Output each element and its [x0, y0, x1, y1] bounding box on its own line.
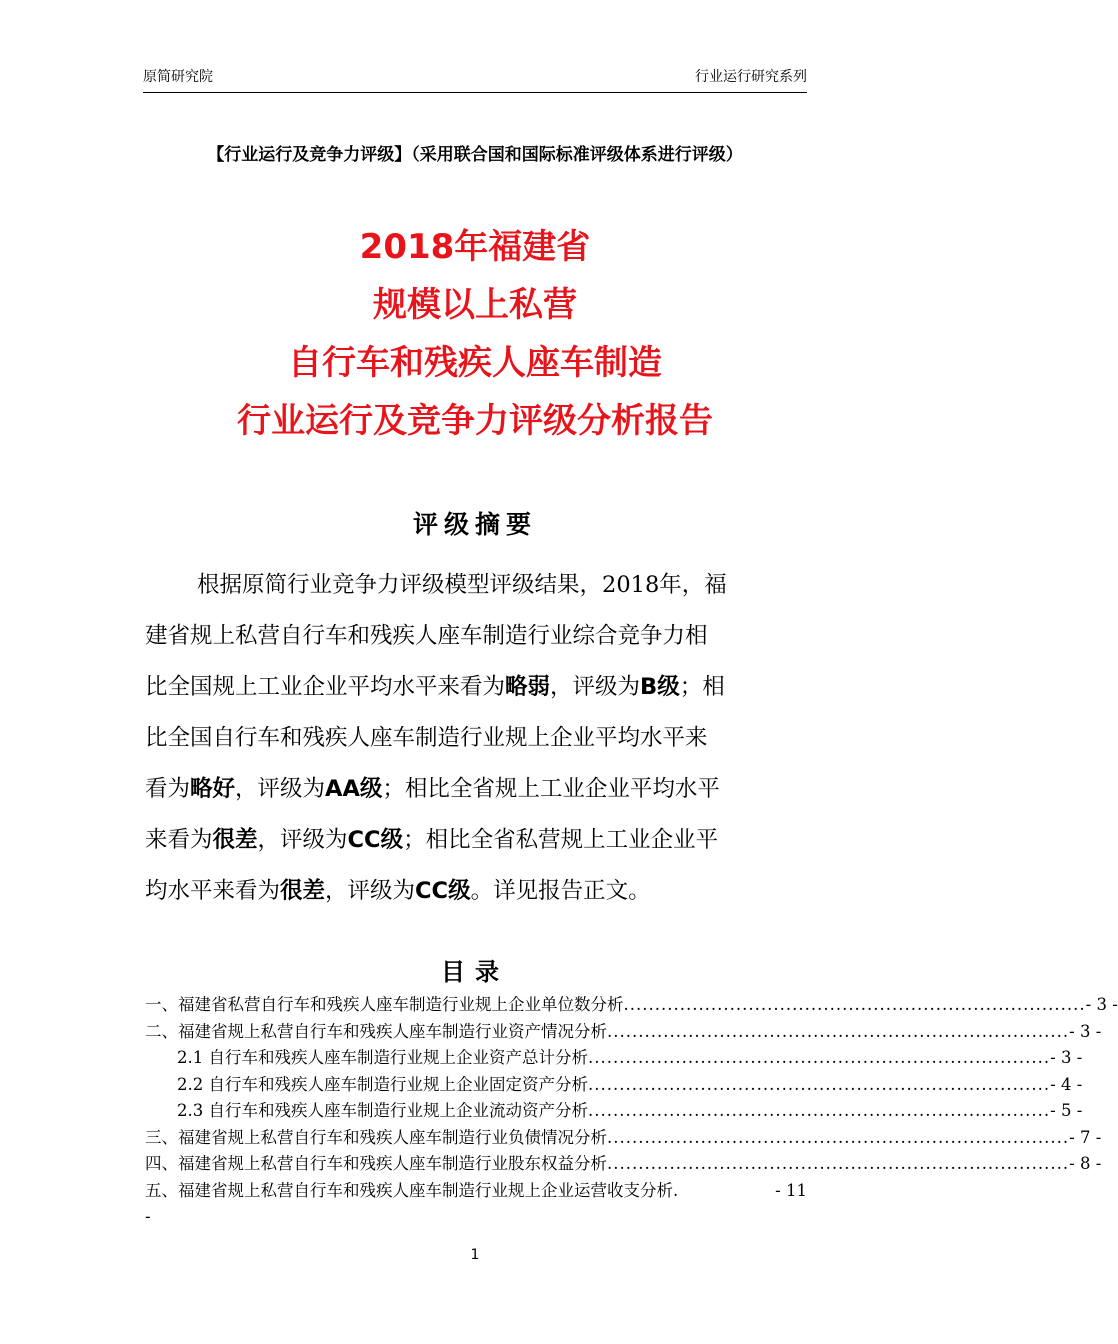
toc-page-number: - 3 -	[1085, 995, 1118, 1014]
rating-grade: CC级	[347, 827, 404, 853]
summary-line: 看为略好，评级为AA级；相比全省规上工业企业平均水平	[145, 776, 720, 802]
summary-paragraph	[145, 560, 807, 917]
report-title	[100, 218, 850, 450]
title-line: 行业运行及竞争力评级分析报告	[237, 401, 713, 441]
toc-entry-label[interactable]: 四、福建省规上私营自行车和残疾人座车制造行业股东权益分析	[145, 1154, 607, 1173]
rating-term: 很差	[212, 827, 258, 853]
toc-page-number: - 3 -	[1050, 1048, 1083, 1067]
toc-leader: ..........................................................................	[607, 1154, 1070, 1173]
toc-page-number: - 8 -	[1069, 1154, 1102, 1173]
toc-entry-label[interactable]: 二、福建省规上私营自行车和残疾人座车制造行业资产情况分析	[145, 1021, 607, 1041]
toc-leader: ..........................................................................	[588, 1101, 1051, 1120]
rating-grade: AA级	[325, 776, 383, 802]
toc-page-number: - 5 -	[1050, 1101, 1083, 1120]
summary-heading: 评级摘要	[412, 510, 537, 539]
toc-entry[interactable]	[145, 1098, 1083, 1125]
toc-leader: ..........................................................................	[607, 1021, 1070, 1041]
toc-entry[interactable]	[145, 1178, 807, 1205]
toc-leader: ..........................................................................	[588, 1048, 1051, 1067]
title-line: 规模以上私营	[373, 285, 577, 325]
toc-entry[interactable]	[145, 1045, 1083, 1072]
toc-leader: ..........................................................................	[623, 995, 1086, 1014]
rating-term: 略好	[190, 776, 236, 802]
summary-line: 建省规上私营自行车和残疾人座车制造行业综合竞争力相	[145, 623, 708, 649]
page-header	[143, 66, 807, 92]
toc-entry-label[interactable]: 三、福建省规上私营自行车和残疾人座车制造行业负债情况分析	[145, 1127, 607, 1147]
title-line: 自行车和残疾人座车制造	[288, 343, 662, 383]
toc-entry-label[interactable]: 一、福建省私营自行车和残疾人座车制造行业规上企业单位数分析	[145, 995, 624, 1014]
rating-grade: B级	[640, 674, 680, 700]
toc-entry[interactable]	[145, 1125, 1102, 1152]
toc-page-number: - 3 -	[1069, 1021, 1102, 1041]
toc-entry-label[interactable]: 2.2 自行车和残疾人座车制造行业规上企业固定资产分析	[177, 1074, 588, 1094]
toc-leader: ..........................................................................	[588, 1074, 1051, 1094]
toc-page-number: - 11	[775, 1180, 807, 1200]
header-series: 行业运行研究系列	[695, 69, 807, 85]
toc-leader: ..........................................................................	[607, 1127, 1070, 1147]
toc-entry[interactable]	[145, 1151, 1102, 1178]
rating-term: 略弱	[505, 674, 551, 700]
rating-term: 很差	[280, 878, 326, 904]
toc-entry-label[interactable]: 2.1 自行车和残疾人座车制造行业规上企业资产总计分析	[177, 1048, 588, 1067]
page-number: 1	[470, 1247, 480, 1263]
toc-page-number-continued: -	[145, 1207, 151, 1226]
rating-grade: CC级	[415, 878, 471, 904]
header-divider	[143, 92, 807, 93]
summary-line: 均水平来看为很差，评级为CC级。详见报告正文。	[145, 878, 651, 904]
summary-line: 比全国规上工业企业平均水平来看为略弱，评级为B级；相	[145, 674, 725, 700]
toc-entry-label[interactable]: 2.3 自行车和残疾人座车制造行业规上企业流动资产分析	[177, 1101, 588, 1120]
header-publisher: 原简研究院	[143, 69, 213, 85]
toc-entry[interactable]	[145, 992, 1118, 1019]
summary-line: 比全国自行车和残疾人座车制造行业规上企业平均水平来	[145, 725, 708, 751]
title-line: 2018年福建省	[359, 227, 591, 267]
summary-line: 来看为很差，评级为CC级；相比全省私营规上工业企业平	[145, 827, 719, 853]
toc-entry-label[interactable]: 五、福建省规上私营自行车和残疾人座车制造行业规上企业运营收支分析	[145, 1180, 673, 1200]
summary-line: 根据原简行业竞争力评级模型评级结果，2018年，福	[197, 572, 727, 598]
toc-page-number: - 7 -	[1069, 1127, 1102, 1147]
toc-heading: 目录	[441, 958, 509, 986]
toc-entry[interactable]	[145, 1019, 1102, 1046]
report-tagline: 【行业运行及竞争力评级】（采用联合国和国际标准评级体系进行评级）	[207, 145, 743, 165]
table-of-contents	[145, 992, 1118, 1231]
toc-entry[interactable]	[145, 1072, 1083, 1099]
toc-page-number: - 4 -	[1050, 1074, 1083, 1094]
toc-leader: .	[673, 1180, 680, 1200]
